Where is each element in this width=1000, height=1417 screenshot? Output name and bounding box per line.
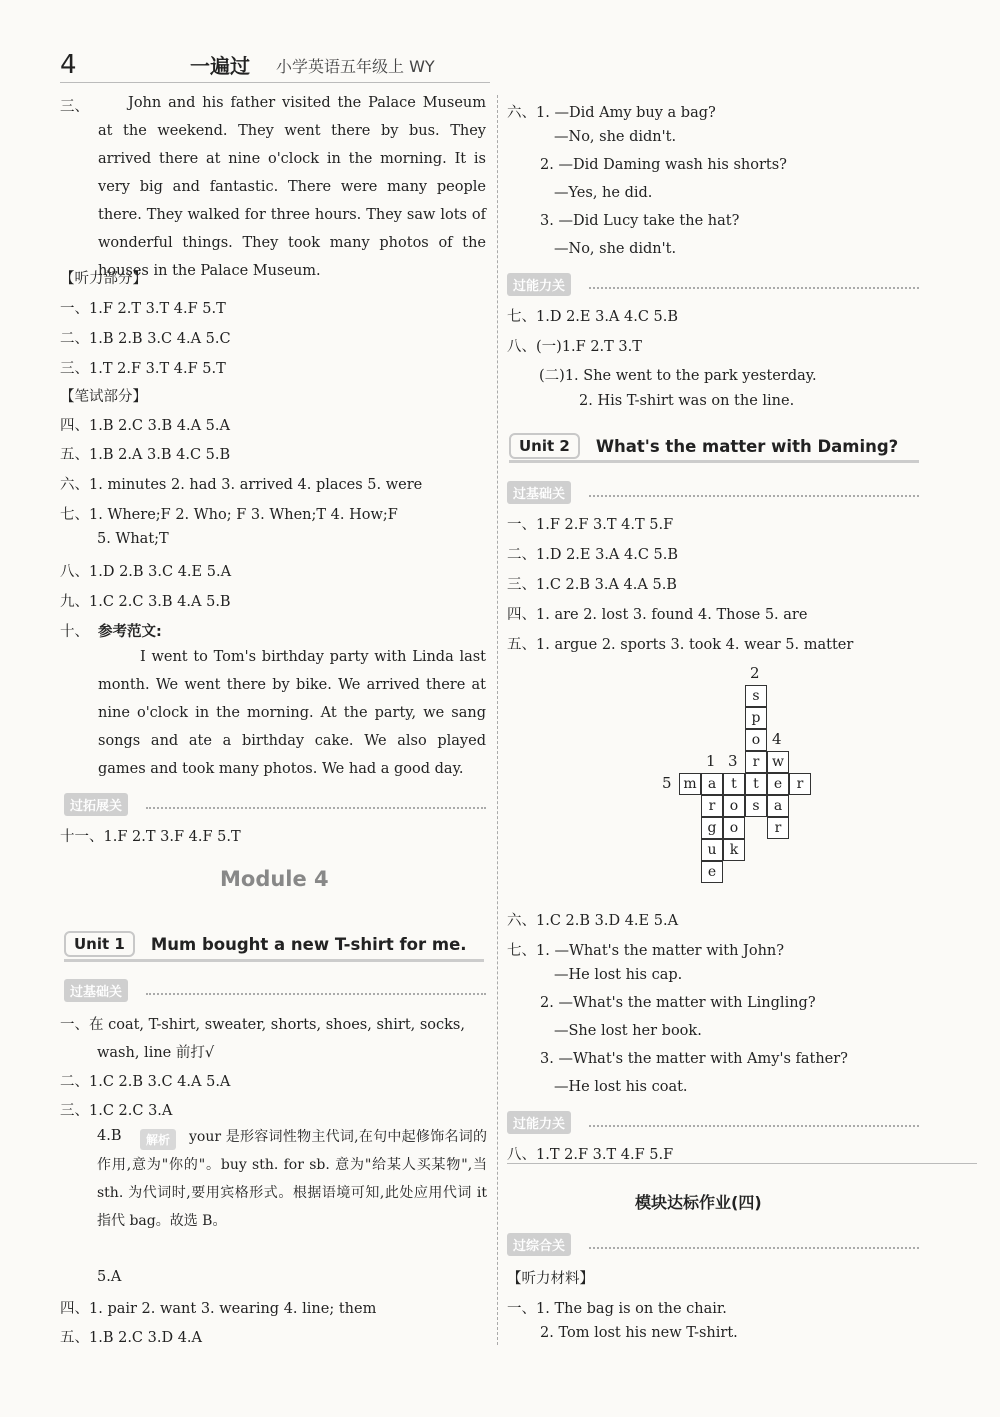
listening-heading: 【听力部分】 (60, 271, 147, 287)
answer-line: 4.B (97, 1128, 122, 1144)
answer-line: 一、1. The bag is on the chair. (507, 1301, 727, 1317)
answer-line: 2. Tom lost his new T-shirt. (540, 1325, 738, 1341)
answer-line: 四、1. are 2. lost 3. found 4. Those 5. are (507, 607, 808, 623)
section-tag-basic: 过基础关 (64, 979, 128, 1002)
answer-line: —No, she didn't. (554, 241, 677, 257)
crossword-cell: r (745, 751, 767, 773)
crossword-cell: r (789, 773, 811, 795)
unit-badge: Unit 2 (509, 433, 580, 459)
unit-underline (64, 959, 484, 962)
crossword-cell: o (723, 795, 745, 817)
answer-line: 五、1. argue 2. sports 3. took 4. wear 5. matter (507, 637, 854, 653)
unit-badge: Unit 1 (64, 931, 135, 957)
answer-line: 2. —Did Daming wash his shorts? (540, 157, 787, 173)
answer-line: —He lost his cap. (554, 967, 683, 983)
answer-line: 5.A (97, 1269, 122, 1285)
book-subtitle: 小学英语五年级上 WY (276, 57, 435, 76)
tag-divider (146, 993, 486, 995)
analysis-tag: 解析 (140, 1129, 176, 1150)
answer-line: 十一、1.F 2.T 3.F 4.F 5.T (60, 829, 241, 845)
crossword-clue-number: 2 (750, 664, 760, 682)
answer-line: 三、1.C 2.B 3.A 4.A 5.B (507, 577, 677, 593)
section-tag-ability: 过能力关 (507, 1111, 571, 1134)
tag-divider (146, 807, 486, 809)
writing-heading: 【笔试部分】 (60, 389, 147, 405)
crossword-cell: u (701, 839, 723, 861)
answer-line: 八、(一)1.F 2.T 3.T (507, 339, 642, 355)
answer-line: 一、1.F 2.T 3.T 4.F 5.T (60, 301, 226, 317)
crossword-cell: t (745, 773, 767, 795)
answer-line: 七、1.D 2.E 3.A 4.C 5.B (507, 309, 679, 325)
section-label: 十、 (60, 624, 89, 640)
answer-line: —No, she didn't. (554, 129, 677, 145)
crossword-cell: o (745, 729, 767, 751)
section-tag-comprehensive: 过综合关 (507, 1233, 571, 1256)
essay-heading: 参考范文: (98, 624, 162, 640)
crossword-clue-number: 3 (728, 752, 738, 770)
answer-line: 六、1. —Did Amy buy a bag? (507, 105, 716, 121)
answer-line: —He lost his coat. (554, 1079, 688, 1095)
answer-line: 四、1.B 2.C 3.B 4.A 5.A (60, 418, 230, 434)
answer-line: 3. —What's the matter with Amy's father? (540, 1051, 848, 1067)
tag-divider (589, 495, 919, 497)
crossword-cell: a (701, 773, 723, 795)
crossword-cell: e (701, 861, 723, 883)
answer-line: 六、1. minutes 2. had 3. arrived 4. places 5. were (60, 477, 423, 493)
answer-line: 五、1.B 2.A 3.B 4.C 5.B (60, 447, 231, 463)
section-label: 三、 (60, 99, 89, 115)
unit-title: What's the matter with Daming? (595, 436, 899, 456)
crossword-cell: e (767, 773, 789, 795)
section-tag-extension: 过拓展关 (64, 793, 128, 816)
crossword-cell: r (701, 795, 723, 817)
answer-line: 四、1. pair 2. want 3. wearing 4. line; them (60, 1301, 377, 1317)
answer-line: 九、1.C 2.C 3.B 4.A 5.B (60, 594, 231, 610)
unit-heading (509, 430, 898, 462)
crossword-clue-number: 5 (662, 774, 672, 792)
tag-divider (589, 1125, 919, 1127)
crossword-cell: g (701, 817, 723, 839)
section-tag-basic: 过基础关 (507, 481, 571, 504)
answer-line: 三、1.C 2.C 3.A (60, 1103, 173, 1119)
unit-underline (509, 460, 919, 463)
crossword-clue-number: 4 (772, 730, 782, 748)
sample-essay: I went to Tom's birthday party with Linda last month. We went there by bike. We arrived there at nine o'clock in the morning. At the party, we sang songs and ate a birthday cake. We also played games and took many photos. We had a good day. (98, 649, 486, 777)
listening-material-heading: 【听力材料】 (507, 1271, 594, 1287)
answer-line: 二、1.B 2.B 3.C 4.A 5.C (60, 331, 231, 347)
page-number: 4 (60, 50, 77, 80)
answer-line: 八、1.D 2.B 3.C 4.E 5.A (60, 564, 232, 580)
answer-line: 5. What;T (97, 531, 169, 547)
crossword-cell: w (767, 751, 789, 773)
answer-line: 2. —What's the matter with Lingling? (540, 995, 816, 1011)
answer-line: 三、1.T 2.F 3.T 4.F 5.T (60, 361, 226, 377)
answer-line: 二、1.C 2.B 3.C 4.A 5.A (60, 1074, 231, 1090)
crossword-cell: k (723, 839, 745, 861)
answer-line: 一、1.F 2.F 3.T 4.T 5.F (507, 517, 674, 533)
tag-divider (589, 1247, 919, 1249)
answer-line: 五、1.B 2.C 3.D 4.A (60, 1330, 203, 1346)
header-rule (60, 82, 490, 83)
crossword-cell: r (767, 817, 789, 839)
crossword-cell: o (723, 817, 745, 839)
answer-line: 2. His T-shirt was on the line. (579, 393, 795, 409)
crossword-cell: m (679, 773, 701, 795)
brand-logo: 一遍过 (190, 54, 250, 78)
passage: John and his father visited the Palace Museum at the weekend. They went there by bus. They arrived there at nine o'clock in the morning. It is very big and fantastic. There were many people there. They walked for three hours. They saw lots of wonderful things. They took many photos of the houses in the Palace Museum. (98, 95, 486, 279)
answer-line: 二、1.D 2.E 3.A 4.C 5.B (507, 547, 679, 563)
unit-title: Mum bought a new T-shirt for me. (150, 934, 467, 954)
crossword-cell: a (767, 795, 789, 817)
crossword-cell: s (745, 795, 767, 817)
tag-divider (589, 287, 919, 289)
crossword-cell: p (745, 707, 767, 729)
answer-line: —Yes, he did. (554, 185, 653, 201)
crossword-cell: t (723, 773, 745, 795)
crossword-clue-number: 1 (706, 752, 716, 770)
crossword-cell: s (745, 685, 767, 707)
answer-line: 七、1. Where;F 2. Who; F 3. When;T 4. How;F (60, 507, 398, 523)
column-divider (497, 95, 498, 1345)
answer-line: 八、1.T 2.F 3.T 4.F 5.F (507, 1147, 674, 1163)
answer-line: 一、在 coat, T-shirt, sweater, shorts, shoes, shirt, socks, (60, 1017, 465, 1033)
answer-line: 3. —Did Lucy take the hat? (540, 213, 740, 229)
analysis-text: your 是形容词性物主代词,在句中起修饰名词的作用,意为"你的"。buy sth. for sb. 意为"给某人买某物",当 sth. 为代词时,要用宾格形式。根据语境可知,此处应用代词 it 指代 bag。故选 B。 (97, 1129, 487, 1229)
module-test-rule (507, 1163, 977, 1164)
answer-line: 六、1.C 2.B 3.D 4.E 5.A (507, 913, 679, 929)
module-title: Module 4 (220, 867, 329, 891)
answer-line: (二)1. She went to the park yesterday. (539, 368, 817, 384)
answer-line: wash, line 前打√ (97, 1045, 215, 1061)
unit-heading (64, 928, 467, 960)
section-tag-ability: 过能力关 (507, 273, 571, 296)
module-test-title: 模块达标作业(四) (635, 1193, 762, 1212)
answer-line: —She lost her book. (554, 1023, 702, 1039)
answer-line: 七、1. —What's the matter with John? (507, 943, 785, 959)
